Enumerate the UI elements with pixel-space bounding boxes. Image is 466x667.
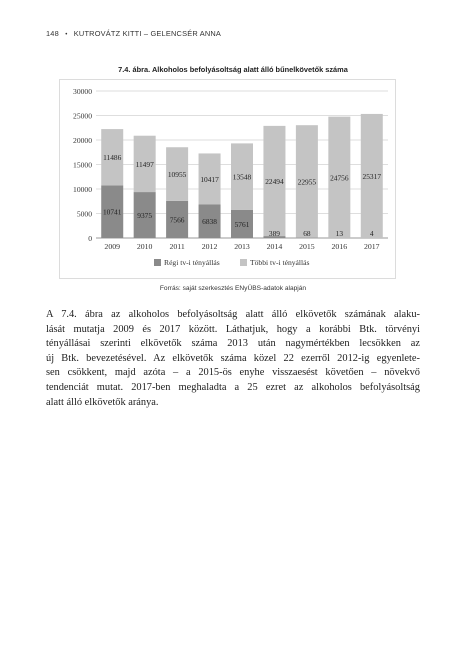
y-tick-label: 0: [88, 234, 92, 243]
data-label-regi: 13: [335, 229, 344, 238]
body-line: A 7.4. ábra az alkoholos befolyásoltság alatt álló elkövetők számának alaku-: [46, 309, 420, 320]
data-label-tobbi: 11497: [135, 159, 154, 169]
header-authors: KUTROVÁTZ KITTI – GELENCSÉR ANNA: [73, 29, 222, 38]
legend-swatch-tobbi: [240, 259, 247, 266]
body-line: alatt álló elkövetők aránya.: [46, 396, 159, 408]
legend-label-tobbi: Többi tv-i tényállás: [250, 258, 310, 267]
body-line: lását mutatja 2009 és 2017 között. Láthatjuk, hogy a korábbi Btk. törvényi: [46, 323, 420, 335]
data-label-regi: 68: [303, 229, 311, 238]
header-separator: •: [65, 32, 68, 38]
body-line: sen csökkent, majd azóta – a 2015-ös enyhe visszaesést követően – növekvő: [46, 367, 420, 379]
body-line: tendenciát mutat. 2017-ben meghaladta a 25 ezret az alkoholos befolyásoltság: [46, 381, 420, 393]
data-label-tobbi: 24756: [330, 173, 349, 183]
y-tick-label: 10000: [73, 185, 92, 194]
x-tick-label: 2012: [201, 242, 218, 251]
page-number: 148: [46, 29, 59, 38]
y-tick-label: 15000: [73, 160, 92, 170]
stacked-bar-chart: [60, 80, 395, 278]
data-label-regi: 5761: [234, 219, 250, 229]
data-label-tobbi: 11486: [103, 153, 122, 163]
data-label-regi: 6838: [202, 217, 217, 227]
data-label-regi: 10741: [102, 207, 122, 217]
x-tick-label: 2013: [234, 242, 250, 251]
y-tick-label: 20000: [73, 136, 92, 145]
figure-title: 7.4. ábra. Alkoholos befolyásoltság alatt álló bűnelkövetők száma: [118, 65, 348, 74]
x-tick-label: 2015: [299, 242, 315, 251]
data-label-regi: 9375: [137, 211, 153, 221]
legend-label-regi: Régi tv-i tényállás: [164, 258, 220, 267]
x-tick-label: 2014: [266, 242, 283, 251]
data-label-tobbi: 22955: [297, 177, 317, 187]
y-tick-label: 25000: [73, 111, 92, 121]
figure-source: Forrás: saját szerkesztés ENyÜBS-adatok alapján: [159, 285, 307, 292]
data-label-regi: 4: [369, 229, 374, 238]
data-label-tobbi: 25317: [362, 171, 382, 181]
data-label-tobbi: 13548: [232, 172, 252, 182]
chart-frame: [59, 79, 396, 279]
y-tick-label: 30000: [73, 87, 92, 96]
body-paragraph: [46, 308, 420, 410]
body-line: tényállásai szerinti elkövetők száma 2013 után nagymértékben lecsökken az: [46, 338, 420, 350]
running-head: [46, 29, 221, 38]
data-label-tobbi: 10417: [200, 174, 219, 184]
x-tick-label: 2016: [331, 242, 348, 251]
x-tick-label: 2011: [169, 242, 185, 251]
data-label-tobbi: 10955: [167, 170, 187, 180]
x-tick-label: 2009: [104, 242, 121, 251]
x-tick-label: 2017: [363, 242, 380, 251]
data-label-regi: 7566: [169, 215, 185, 225]
body-line: új Btk. bevezetésével. Az elkövetők száma közel 22 ezerről 2012-ig egyenlete-: [46, 352, 420, 364]
x-tick-label: 2010: [136, 242, 153, 251]
data-label-tobbi: 22494: [265, 176, 284, 186]
legend-swatch-regi: [154, 259, 161, 266]
y-tick-label: 5000: [76, 209, 92, 219]
data-label-regi: 389: [268, 229, 280, 238]
